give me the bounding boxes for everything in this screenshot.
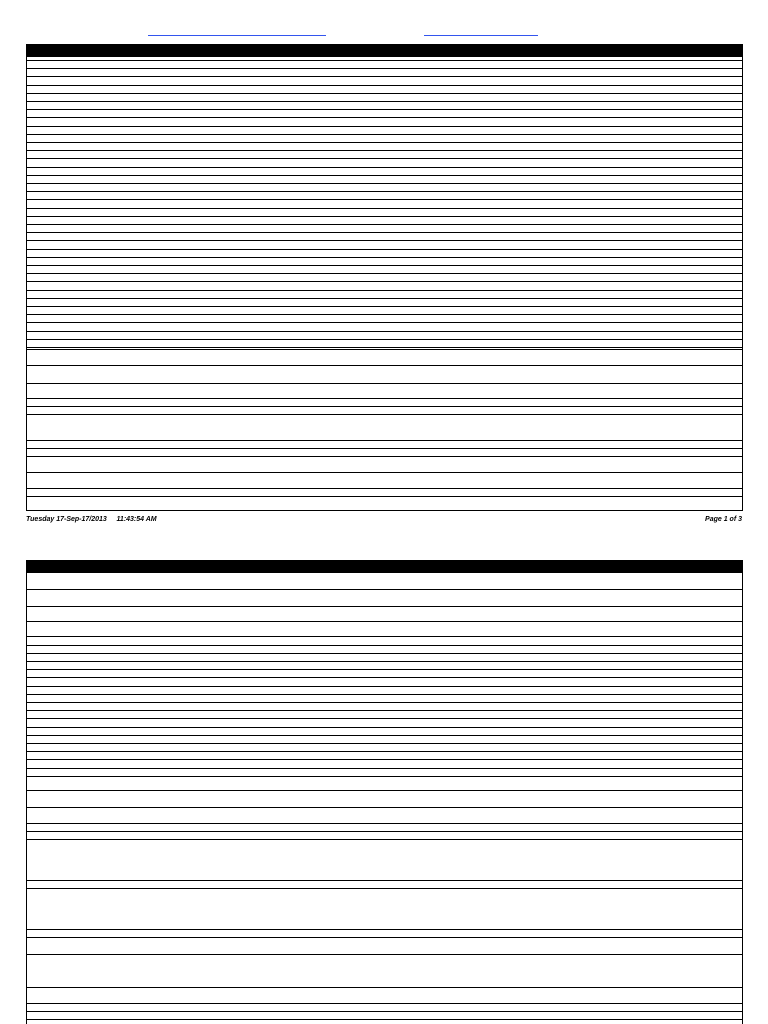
row-divider bbox=[27, 448, 742, 449]
row-divider bbox=[27, 134, 742, 135]
row-divider bbox=[27, 606, 742, 607]
row-divider bbox=[27, 85, 742, 86]
row-divider bbox=[27, 694, 742, 695]
row-divider bbox=[27, 987, 742, 988]
row-divider bbox=[27, 232, 742, 233]
row-divider bbox=[27, 347, 742, 348]
row-divider bbox=[27, 790, 742, 791]
row-divider bbox=[27, 727, 742, 728]
top-link-1[interactable] bbox=[148, 35, 326, 36]
row-divider bbox=[27, 621, 742, 622]
row-divider bbox=[27, 314, 742, 315]
top-link-2[interactable] bbox=[424, 35, 538, 36]
table-body bbox=[26, 573, 743, 1024]
row-divider bbox=[27, 1011, 742, 1012]
row-divider bbox=[27, 1003, 742, 1004]
row-divider bbox=[27, 831, 742, 832]
row-divider bbox=[27, 349, 742, 350]
page-footer bbox=[26, 516, 742, 523]
row-divider bbox=[27, 109, 742, 110]
page-2-table bbox=[26, 560, 743, 1024]
row-divider bbox=[27, 888, 742, 889]
row-divider bbox=[27, 240, 742, 241]
row-divider bbox=[27, 710, 742, 711]
row-divider bbox=[27, 257, 742, 258]
row-divider bbox=[27, 929, 742, 930]
row-divider bbox=[27, 488, 742, 489]
row-divider bbox=[27, 199, 742, 200]
row-divider bbox=[27, 60, 742, 61]
row-divider bbox=[27, 306, 742, 307]
row-divider bbox=[27, 636, 742, 637]
row-divider bbox=[27, 175, 742, 176]
footer-page-number: Page 1 of 3 bbox=[705, 516, 742, 523]
row-divider bbox=[27, 290, 742, 291]
row-divider bbox=[27, 768, 742, 769]
row-divider bbox=[27, 735, 742, 736]
row-divider bbox=[27, 126, 742, 127]
row-divider bbox=[27, 937, 742, 938]
row-divider bbox=[27, 669, 742, 670]
row-divider bbox=[27, 653, 742, 654]
table-header-bar bbox=[26, 560, 743, 573]
row-divider bbox=[27, 365, 742, 366]
row-divider bbox=[27, 224, 742, 225]
row-divider bbox=[27, 398, 742, 399]
row-divider bbox=[27, 456, 742, 457]
footer-timestamp bbox=[26, 516, 157, 523]
row-divider bbox=[27, 702, 742, 703]
row-divider bbox=[27, 183, 742, 184]
row-divider bbox=[27, 440, 742, 441]
row-divider bbox=[27, 158, 742, 159]
row-divider bbox=[27, 472, 742, 473]
row-divider bbox=[27, 677, 742, 678]
row-divider bbox=[27, 93, 742, 94]
row-divider bbox=[27, 298, 742, 299]
row-divider bbox=[27, 645, 742, 646]
row-divider bbox=[27, 76, 742, 77]
row-divider bbox=[27, 281, 742, 282]
row-divider bbox=[27, 101, 742, 102]
row-divider bbox=[27, 167, 742, 168]
row-divider bbox=[27, 823, 742, 824]
row-divider bbox=[27, 414, 742, 415]
row-divider bbox=[27, 191, 742, 192]
row-divider bbox=[27, 273, 742, 274]
row-divider bbox=[27, 331, 742, 332]
row-divider bbox=[27, 496, 742, 497]
row-divider bbox=[27, 839, 742, 840]
row-divider bbox=[27, 249, 742, 250]
row-divider bbox=[27, 208, 742, 209]
row-divider bbox=[27, 661, 742, 662]
row-divider bbox=[27, 150, 742, 151]
row-divider bbox=[27, 776, 742, 777]
row-divider bbox=[27, 743, 742, 744]
row-divider bbox=[27, 216, 742, 217]
footer-time: 11:43:54 AM bbox=[116, 516, 157, 523]
row-divider bbox=[27, 68, 742, 69]
row-divider bbox=[27, 1019, 742, 1020]
row-divider bbox=[27, 383, 742, 384]
row-divider bbox=[27, 686, 742, 687]
row-divider bbox=[27, 406, 742, 407]
page-1-table bbox=[26, 44, 743, 511]
row-divider bbox=[27, 880, 742, 881]
row-divider bbox=[27, 759, 742, 760]
row-divider bbox=[27, 589, 742, 590]
row-divider bbox=[27, 339, 742, 340]
row-divider bbox=[27, 117, 742, 118]
table-header-bar bbox=[26, 44, 743, 57]
row-divider bbox=[27, 954, 742, 955]
row-divider bbox=[27, 807, 742, 808]
table-body bbox=[26, 57, 743, 511]
row-divider bbox=[27, 142, 742, 143]
row-divider bbox=[27, 322, 742, 323]
row-divider bbox=[27, 265, 742, 266]
footer-date: Tuesday 17-Sep-17/2013 bbox=[26, 516, 107, 523]
row-divider bbox=[27, 718, 742, 719]
row-divider bbox=[27, 751, 742, 752]
